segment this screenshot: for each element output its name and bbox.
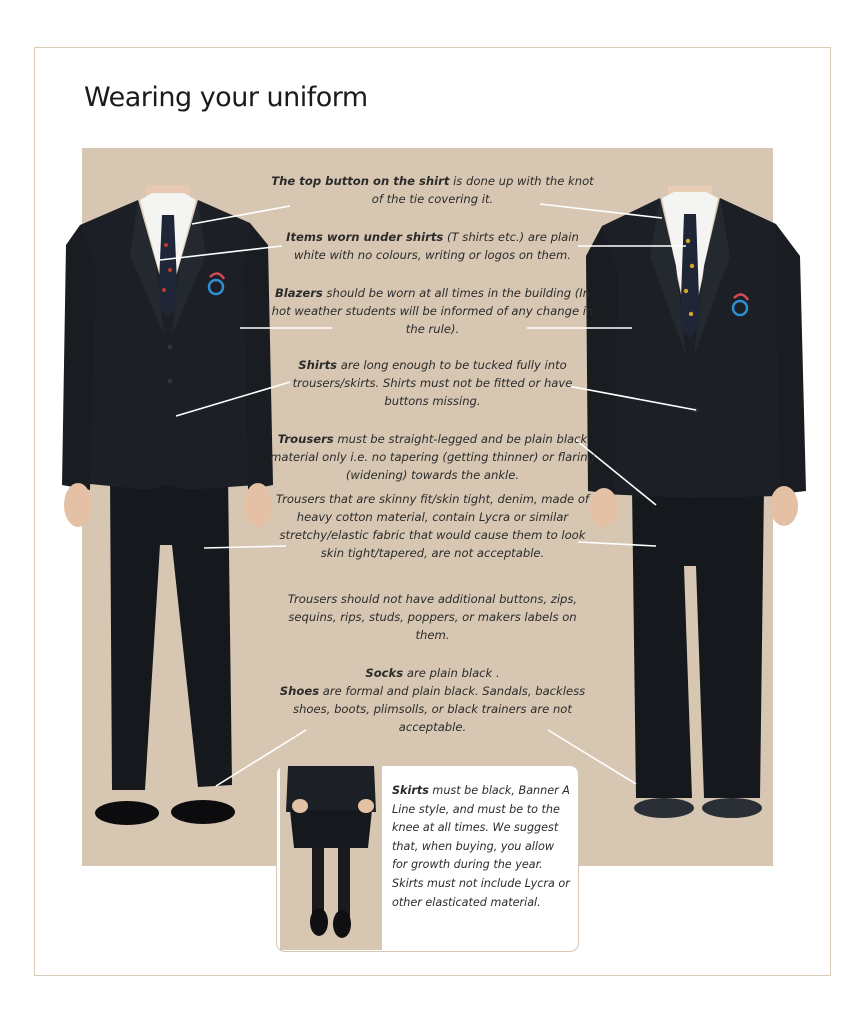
leader-line	[192, 206, 290, 224]
note-socks: Socks are plain black .	[365, 666, 500, 680]
leader-line	[160, 246, 282, 260]
note-blazers: Blazers should be worn at all times in the building (In hot weather students will be informed of any change in the rule).	[271, 286, 594, 336]
note-trousers-fit: Trousers that are skinny fit/skin tight, denim, made of heavy cotton material, contain Lycra or similar stretchy/elastic fabric that would cause them to look skin tight/tapered, are not acceptable.	[275, 492, 589, 560]
note-under-shirts: Items worn under shirts (T shirts etc.) are plain white with no colours, writing or logos on them.	[286, 230, 579, 262]
skirt-note: Skirts must be black, Banner A Line style, and must be to the knee at all times. We suggest that, when buying, you allow for growth during the year. Skirts must not include Lycra or other elasticated material.	[392, 784, 570, 909]
page-title: Wearing your uniform	[84, 82, 368, 113]
note-top-button: The top button on the shirt is done up with the knot of the tie covering it.	[271, 174, 594, 206]
note-shoes: Shoes are formal and plain black. Sandals, backless shoes, boots, plimsolls, or black trainers are not acceptable.	[279, 684, 586, 734]
note-shirts: Shirts are long enough to be tucked fully into trousers/skirts. Shirts must not be fitted or have buttons missing.	[292, 358, 573, 408]
note-trousers-extras: Trousers should not have additional buttons, zips, sequins, rips, studs, poppers, or makers labels on them.	[287, 592, 578, 642]
note-trousers: Trousers must be straight-legged and be plain black material only i.e. no tapering (getting thinner) or flaring (widening) towards the ankle.	[270, 432, 595, 482]
skirt-figure	[280, 766, 382, 950]
